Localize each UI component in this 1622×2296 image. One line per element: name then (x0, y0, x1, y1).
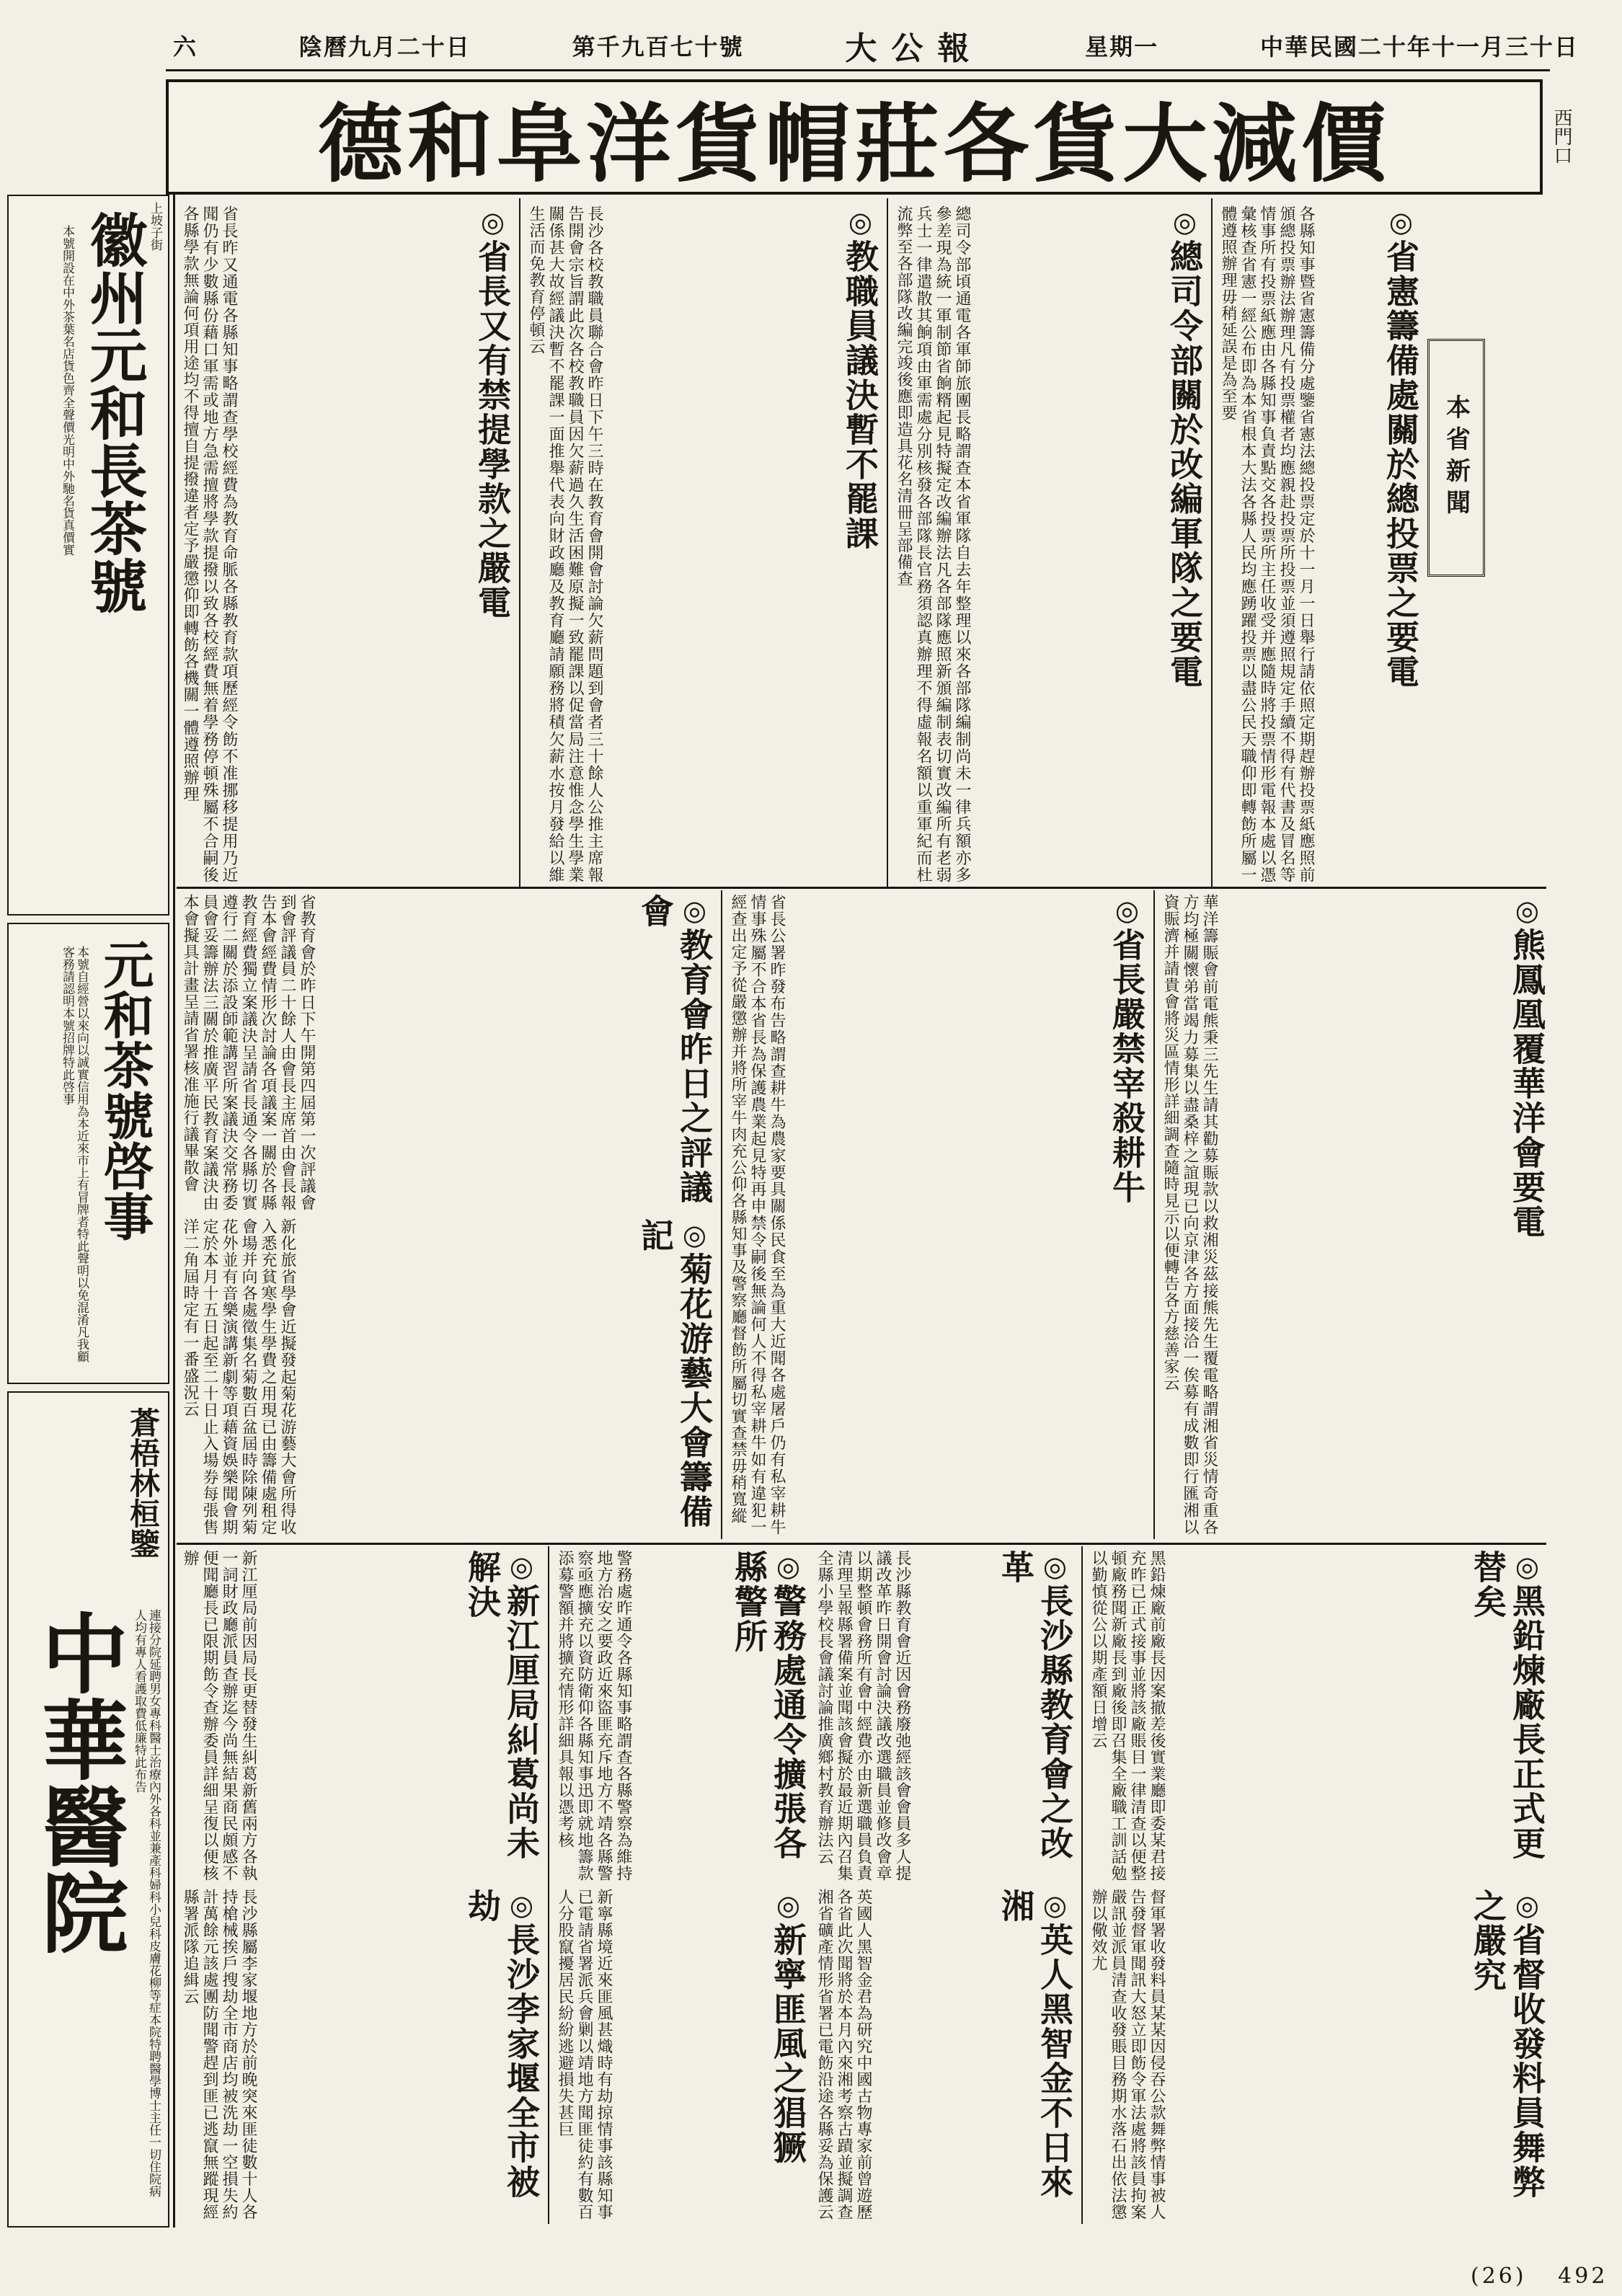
article-headline: ◎省督收發料員舞弊之嚴究 (1468, 1889, 1546, 2199)
column-rule (887, 198, 888, 887)
column-rule (1211, 198, 1213, 887)
article-body: 長沙縣教育會近因會務廢弛經該會會員多人提議改革昨日開會討論決議改選職員並修改會章以期整頓會務所有會中經費亦由新選職員負責清理呈報縣署備案並聞該會擬於最近期內召集全縣小學校長會議討論推廣鄉村教育辦法云 (815, 1550, 911, 1881)
masthead-title: 大公報 (845, 30, 984, 67)
article-lead-smelter (1089, 1550, 1546, 1881)
article-police-expansion (555, 1550, 807, 1881)
column-rule (1081, 1546, 1083, 2224)
ad-tea-notice (7, 923, 169, 1384)
article-headline: ◎教職員議決暫不罷課 (841, 205, 879, 551)
article-body: 省長公署昨發布告略謂查耕牛為農家要具關係民食至為重大近聞各處屠戶仍有私宰耕牛情事殊屬不合本省長為保護農業起見特再申禁令嗣後無論何人不得私宰耕牛如有違犯一經查出定予從嚴懲辦并將所宰牛肉充公仰各縣知事及警察廳督飭所屬切實查禁毋稍寬縱 (729, 894, 786, 1535)
section-rule-1 (177, 887, 1546, 889)
article-procurement-fraud (1089, 1889, 1546, 2220)
article-headline: ◎警務處通令擴張各縣警所 (730, 1550, 807, 1861)
article-headline: ◎菊花游藝大會籌備記 (636, 1218, 714, 1529)
article-body: 新化旅省學會近擬發起菊花游藝大會所得收入悉充貧寒學生學費之用現已由籌備處租定會場并向各處徵集名菊數百盆屆時除陳列菊花外並有音樂演講新劇等項藉資娛樂聞會期定於本月十五日起至二十日止入場券每張售洋二角屆時定有一番盛況云 (181, 1218, 296, 1535)
article-body: 各縣知事暨省憲籌備分處鑒省憲法總投票定於十一月一日舉行請依照定期趕辦投票紙應照前頒總投票辦法辦理凡有投票權者均應親赴投票所投票並須遵照規定手續不得有代書及冒名等情事所有投票紙應由各縣知事負責點交各投票所主任收受并應隨時將投票情形電報本處以憑彙核查省憲一經公布即為本省根本大法各縣人民均應踴躍投票以盡公民天職仰即轉飭所屬一體遵照辦理毋稍延誤是為至要 (1219, 205, 1315, 883)
masthead-rule (166, 69, 1550, 71)
article-body: 省長昨又通電各縣知事略謂查學校經費為教育命脈各縣教育款項歷經令飭不准挪移提用乃近聞仍有少數縣份藉口軍需或地方急需擅將學款提撥以致各校經費無着學務停頓殊屬不合嗣後各縣學款無論何項用途均不得擅自提撥違者定予嚴懲仰即轉飭各機關一體遵照辦理 (181, 205, 238, 883)
article-education-council (180, 894, 714, 1211)
masthead-weekday: 星期一 (1085, 33, 1159, 61)
left-advertisement-column (7, 195, 175, 2228)
article-body: 新寧縣境近來匪風甚熾時有劫掠情事該縣知事已電請省署派兵會剿以靖地方聞匪徒約有數百人分股竄擾居民紛紛逃避損失甚巨 (556, 1889, 613, 2220)
article-xinning-bandits (555, 1889, 807, 2220)
article-tax-bureau-dispute (180, 1550, 541, 1881)
article-englishman-visit (815, 1889, 1074, 2220)
ad-tea-notice-body: 本號自經營以來向以誠實信用為本近來市上有冒牌者特此聲明以免混淆凡我顧客務請認明本號招牌特此啓事 (60, 946, 89, 1362)
article-body: 總司令部頃通電各軍師旅團長略謂查本省軍隊自去年整理以來各部隊編制尚未一律兵額亦多參差現為統一軍制節省餉糈起見特擬定改編辦法凡各部隊應照新頒編制表切實改編所有老弱兵士一律遣散其餉項由軍需處分別核發各部隊長官務須認真辦理不得虛報名額以重軍紀而杜流弊至各部隊改編完竣後應即造具花名清冊呈部備查 (895, 205, 971, 883)
masthead-right-date: 陰曆九月二十日 (298, 33, 471, 61)
page-footer (1471, 2264, 1608, 2289)
article-body: 督軍署收發料員某某因侵吞公款舞弊情事被人告發督軍聞訊大怒立即飭令軍法處將該員拘案嚴訊並派員清查收發賬目務期水落石出依法懲辦以儆效尤 (1089, 1889, 1166, 2220)
masthead-page: 六 (173, 33, 198, 61)
article-headline: ◎熊鳳凰覆華洋會要電 (1507, 894, 1546, 1239)
column-rule (721, 890, 722, 1539)
article-headline: ◎黑鉛煉廠長正式更替矣 (1468, 1550, 1546, 1861)
masthead-left-date: 中華民國二十年十一月三十日 (1259, 33, 1579, 61)
section-label: 本省新聞 (1427, 339, 1485, 577)
ad-hospital-title: 中華醫院 (27, 1609, 129, 1955)
article-headline: ◎英人黑智金不日來湘 (996, 1889, 1074, 2199)
article-headline: ◎省憲籌備處關於總投票之要電 (1381, 205, 1420, 689)
masthead (173, 27, 1579, 67)
banner-advertisement (166, 79, 1543, 195)
ad-hospital-body: 連接分院延聘男女專科醫士治療內外各科並兼產科婦科小兒科皮膚花柳等症本院特聘醫學博士主任一切住院病人均有專人看護取費低廉特此布告 (132, 1609, 161, 2197)
article-cattle-ban (728, 894, 1146, 1535)
article-army-reorganization (894, 205, 1204, 883)
ad-tea-shop-body: 本號開設在中外茶葉名店貨色齊全聲價光明中外馳名貨真價實 (60, 225, 74, 556)
banner-door-text: 西門口 (1551, 108, 1572, 164)
masthead-issue: 第千九百七十號 (572, 33, 744, 61)
ad-tea-shop (7, 195, 169, 916)
article-headline: ◎省長又有禁提學款之嚴電 (473, 205, 512, 620)
article-town-robbed (180, 1889, 541, 2220)
ad-tea-notice-title: 元和茶號啓事 (95, 939, 155, 1241)
article-headline: ◎教育會昨日之評議會 (636, 894, 714, 1205)
article-relief-reply (1161, 894, 1546, 1535)
ad-hospital (7, 1391, 169, 2228)
column-rule (1153, 890, 1155, 1539)
article-school-funds (180, 205, 512, 883)
article-headline: ◎新江厘局糾葛尚未解決 (463, 1550, 541, 1861)
ad-hospital-sponsor: 蒼梧林桓鑒 (125, 1407, 161, 1559)
article-headline: ◎長沙縣教育會之改革 (996, 1550, 1074, 1861)
article-headline: ◎新寧匪風之猖獗 (768, 1889, 807, 2165)
article-headline: ◎長沙李家堰全市被劫 (463, 1889, 541, 2199)
column-rule (548, 1546, 549, 2224)
article-body: 警務處昨通令各縣知事略謂查各縣警察為維持地方治安之要政近來盜匪充斥地方不靖各縣警察亟應擴充以資防衛仰各縣知事迅即就地籌款添募警額并將擴充情形詳細具報以憑考核 (556, 1550, 632, 1881)
article-election-telegram (1218, 205, 1420, 883)
article-headline: ◎總司令部關於改編軍隊之要電 (1165, 205, 1204, 689)
ad-tea-shop-title: 徽州元和長茶號 (80, 210, 148, 614)
article-county-education (815, 1550, 1074, 1881)
banner-text: 德和阜洋貨帽莊各貨大減價 (317, 94, 1391, 194)
article-body: 省教育會於昨日下午開第四屆第一次評議會到會評議員二十餘人由會長主席首由會長報告本會經費情形次討論各項議案一關於各縣教育經費獨立案議決呈請省長通令各縣切實遵行二關於添設師範講習所案議決交常務委員會妥籌辦法三關於推廣平民教育案議決由本會擬具計畫呈請省署核准施行議畢散會 (181, 894, 316, 1211)
section-rule-2 (177, 1543, 1546, 1545)
article-teachers-strike (526, 205, 879, 883)
footer-code: 492 (1558, 2264, 1608, 2289)
article-body: 長沙縣屬李家堰地方於前晚突來匪徒數十人各持槍械挨戶搜劫全市商店均被洗劫一空損失約計萬餘元該處團防聞警趕到匪已逃竄無蹤現經縣署派隊追緝云 (181, 1889, 257, 2220)
column-rule (519, 198, 520, 887)
article-body: 長沙各校教職員聯合會昨日下午三時在教育會開會討論欠薪問題到會者三十餘人公推主席報告開會宗旨謂此次各校教職員因欠薪過久生活困難原擬一致罷課以促當局注意惟念學生學業關係甚大故經議決暫不罷課一面推舉代表向財政廳及教育廳請願務將積欠薪水按月發給以維生活而免教育停頓云 (527, 205, 603, 883)
ad-tea-shop-location: 上坡子街 (148, 202, 162, 251)
article-body: 華洋籌賑會前電熊秉三先生請其勸募賑款以救湘災茲接熊先生覆電略謂湘省災情奇重各方均極關懷弟當竭力募集以盡桑梓之誼現已向京津各方面接洽一俟募有成數即行匯湘以資賑濟并請貴會將災區情形詳細調查隨時見示以便轉告各方慈善家云 (1161, 894, 1218, 1535)
article-body: 新江厘局前因局長更替發生糾葛新舊兩方各執一詞財政廳派員查辦迄今尚無結果商民頗感不便聞廳長已限期飭令查辦委員詳細呈復以便核辦 (181, 1550, 257, 1881)
article-body: 英國人黑智金君為研究中國古物專家前曾遊歷各省此次聞將於本月內來湘考察古蹟並擬調查湘省礦產情形省署已電飭沿途各縣妥為保護云 (815, 1889, 872, 2220)
article-chrysanthemum-fair (180, 1218, 714, 1535)
footer-page-number: (26) (1471, 2264, 1527, 2289)
article-body: 黑鉛煉廠前廠長因案撤差後實業廳即委某君接充昨已正式接事並將該廠賬目一律清查以便整頓廠務聞新廠長到廠後即召集全廠職工訓話勉以勤慎從公以期產額日增云 (1089, 1550, 1166, 1881)
article-headline: ◎省長嚴禁宰殺耕牛 (1107, 894, 1146, 1205)
